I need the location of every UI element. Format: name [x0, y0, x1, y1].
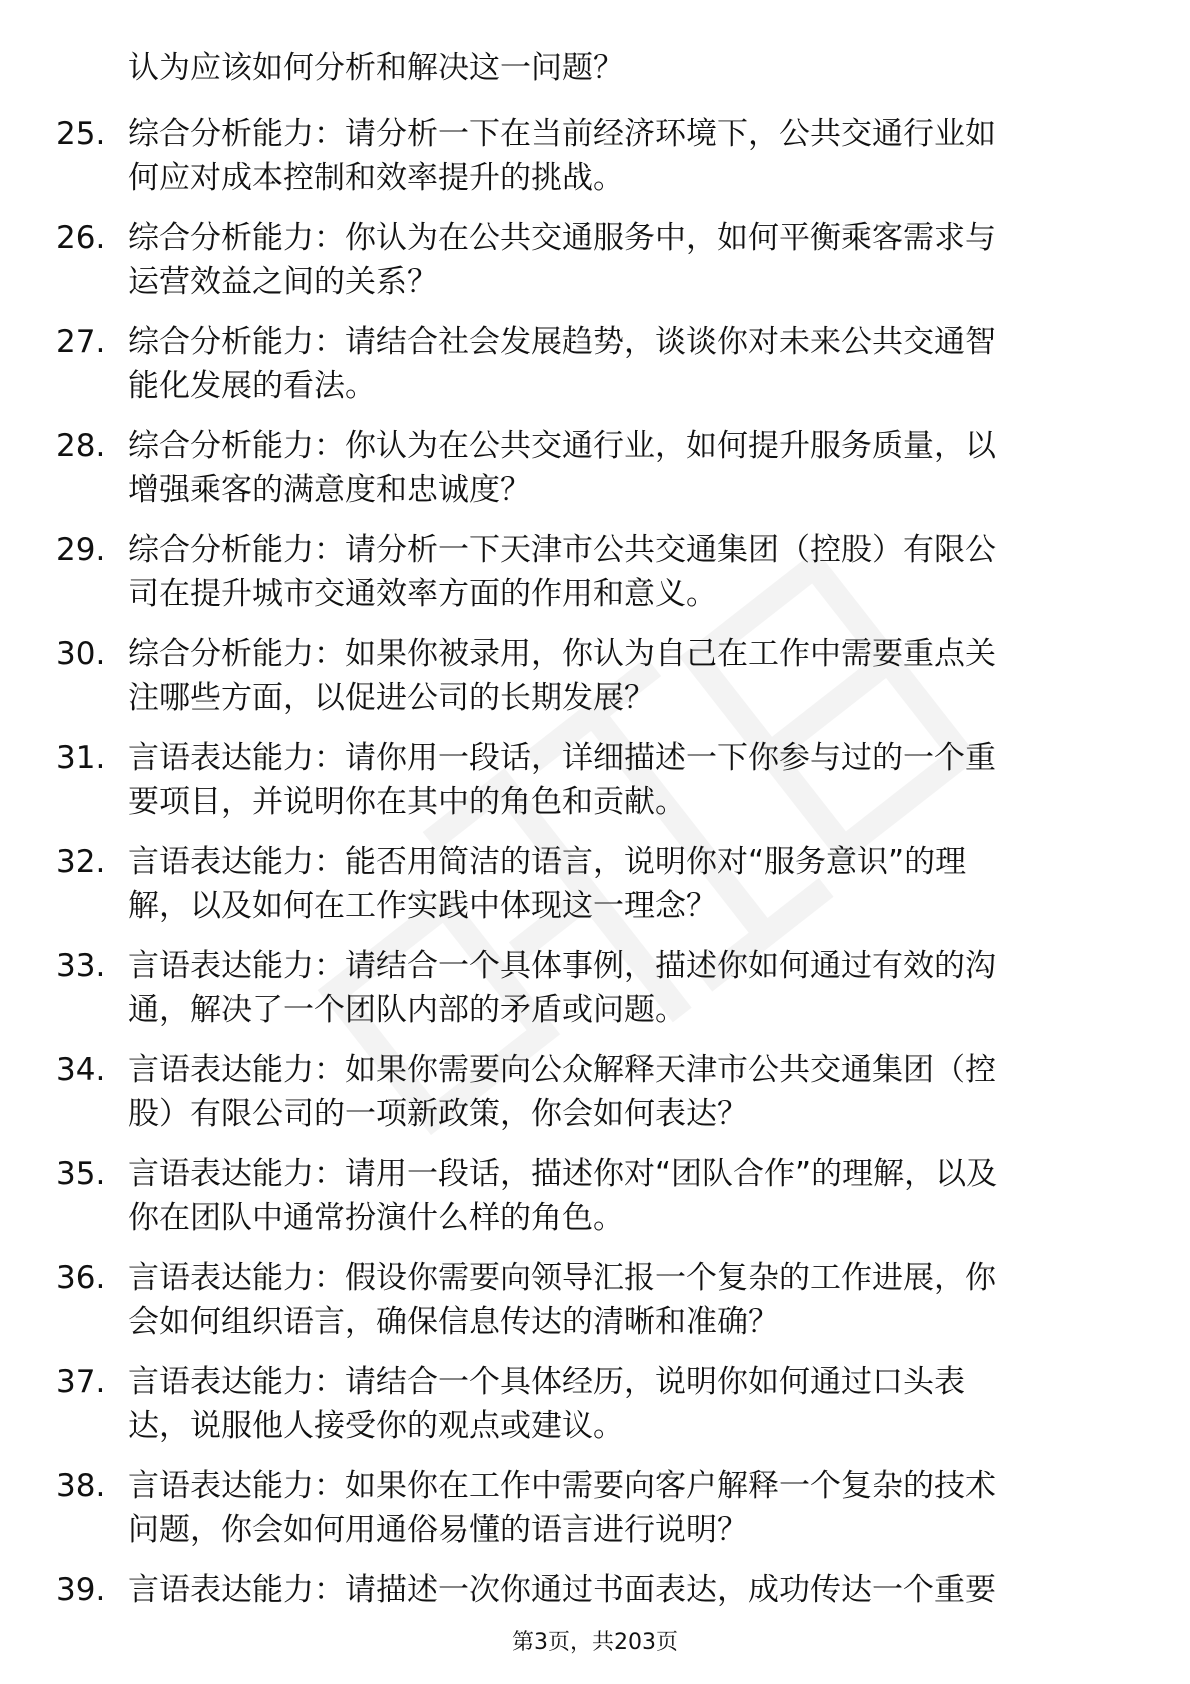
question-number: 31.	[56, 740, 106, 776]
question-text	[128, 1464, 1118, 1552]
question-line: 解，以及如何在工作实践中体现这一理念？	[128, 888, 717, 924]
question-text	[128, 1568, 1118, 1612]
question-number: 34.	[56, 1052, 106, 1088]
question-line: 综合分析能力：如果你被录用，你认为自己在工作中需要重点关	[128, 636, 996, 672]
question-line: 注哪些方面，以促进公司的长期发展？	[128, 680, 655, 716]
question-line: 能化发展的看法。	[128, 368, 376, 404]
question-number: 28.	[56, 428, 106, 464]
question-number: 27.	[56, 324, 106, 360]
question-item-25	[0, 112, 1190, 216]
question-text	[128, 1048, 1118, 1136]
page-indicator: 第3页，共203页	[512, 1630, 678, 1655]
question-text	[128, 736, 1118, 824]
question-line: 言语表达能力：能否用简洁的语言，说明你对“服务意识”的理	[128, 844, 967, 880]
question-number: 37.	[56, 1364, 106, 1400]
question-item-35	[0, 1152, 1190, 1256]
question-item-27	[0, 320, 1190, 424]
question-line: 言语表达能力：请描述一次你通过书面表达，成功传达一个重要	[128, 1572, 996, 1608]
question-item-26	[0, 216, 1190, 320]
question-text	[128, 1360, 1118, 1448]
question-line: 言语表达能力：请你用一段话，详细描述一下你参与过的一个重	[128, 740, 996, 776]
question-text	[128, 112, 1118, 200]
question-text	[128, 840, 1118, 928]
question-number: 33.	[56, 948, 106, 984]
question-number: 38.	[56, 1468, 106, 1504]
question-line: 会如何组织语言，确保信息传达的清晰和准确？	[128, 1304, 779, 1340]
question-item-30	[0, 632, 1190, 736]
question-number: 35.	[56, 1156, 106, 1192]
question-line: 问题，你会如何用通俗易懂的语言进行说明？	[128, 1512, 748, 1548]
question-number: 26.	[56, 220, 106, 256]
question-text	[128, 1152, 1118, 1240]
question-line: 言语表达能力：请结合一个具体经历，说明你如何通过口头表	[128, 1364, 965, 1400]
question-number: 32.	[56, 844, 106, 880]
question-line: 综合分析能力：请结合社会发展趋势，谈谈你对未来公共交通智	[128, 324, 996, 360]
question-item-29	[0, 528, 1190, 632]
question-line: 通，解决了一个团队内部的矛盾或问题。	[128, 992, 686, 1028]
question-list	[0, 112, 1190, 1672]
question-number: 29.	[56, 532, 106, 568]
question-line: 言语表达能力：如果你在工作中需要向客户解释一个复杂的技术	[128, 1468, 996, 1504]
question-text	[128, 944, 1118, 1032]
question-number: 25.	[56, 116, 106, 152]
question-line: 综合分析能力：请分析一下在当前经济环境下，公共交通行业如	[128, 116, 996, 152]
question-line: 要项目，并说明你在其中的角色和贡献。	[128, 784, 686, 820]
question-line: 言语表达能力：请用一段话，描述你对“团队合作”的理解，以及	[128, 1156, 998, 1192]
question-line: 综合分析能力：请分析一下天津市公共交通集团（控股）有限公	[128, 532, 996, 568]
question-item-32	[0, 840, 1190, 944]
question-line: 达，说服他人接受你的观点或建议。	[128, 1408, 624, 1444]
question-item-31	[0, 736, 1190, 840]
question-line: 综合分析能力：你认为在公共交通服务中，如何平衡乘客需求与	[128, 220, 996, 256]
question-text	[128, 216, 1118, 304]
question-line: 言语表达能力：假设你需要向领导汇报一个复杂的工作进展，你	[128, 1260, 996, 1296]
question-line: 你在团队中通常扮演什么样的角色。	[128, 1200, 624, 1236]
question-item-38	[0, 1464, 1190, 1568]
question-text	[128, 424, 1118, 512]
question-text	[128, 528, 1118, 616]
question-text	[128, 632, 1118, 720]
question-item-28	[0, 424, 1190, 528]
question-line: 增强乘客的满意度和忠诚度？	[128, 472, 531, 508]
question-text	[128, 1256, 1118, 1344]
question-line: 言语表达能力：如果你需要向公众解释天津市公共交通集团（控	[128, 1052, 996, 1088]
question-item-34	[0, 1048, 1190, 1152]
question-line: 运营效益之间的关系？	[128, 264, 438, 300]
question-item-33	[0, 944, 1190, 1048]
question-number: 30.	[56, 636, 106, 672]
question-item-37	[0, 1360, 1190, 1464]
question-line: 司在提升城市交通效率方面的作用和意义。	[128, 576, 717, 612]
question-text	[128, 320, 1118, 408]
question-line: 言语表达能力：请结合一个具体事例，描述你如何通过有效的沟	[128, 948, 996, 984]
question-line: 综合分析能力：你认为在公共交通行业，如何提升服务质量，以	[128, 428, 996, 464]
question-number: 39.	[56, 1572, 106, 1608]
carry-over-text: 认为应该如何分析和解决这一问题？	[128, 50, 624, 86]
question-line: 股）有限公司的一项新政策，你会如何表达？	[128, 1096, 748, 1132]
question-line: 何应对成本控制和效率提升的挑战。	[128, 160, 624, 196]
question-item-36	[0, 1256, 1190, 1360]
question-number: 36.	[56, 1260, 106, 1296]
